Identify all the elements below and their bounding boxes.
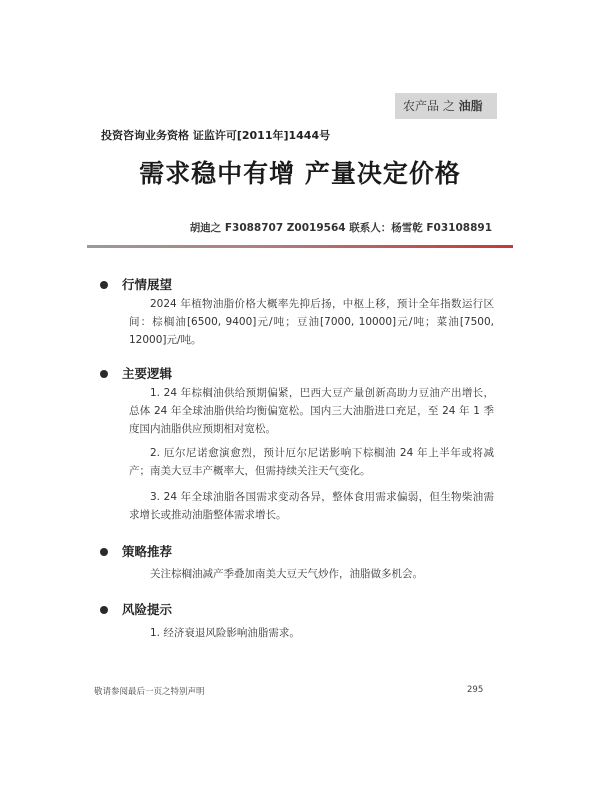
authors-line: 胡迪之 F3088707 Z0019564 联系人：杨雪乾 F03108891 (189, 222, 492, 234)
logic-paragraph-2: 2. 厄尔尼诺愈演愈烈，预计厄尔尼诺影响下棕榈油 24 年上半年或将减产；南美大豆丰产概率大，但需持续关注天气变化。 (129, 447, 494, 477)
risk-paragraph: 1. 经济衰退风险影响油脂需求。 (150, 627, 300, 639)
footer-disclaimer: 敬请参阅最后一页之特别声明 (94, 687, 205, 697)
section-heading-outlook: 行情展望 (100, 275, 172, 293)
logic-paragraph-3: 3. 24 年全球油脂各国需求变动各异，整体食用需求偏弱，但生物柴油需求增长或推动油脂整体需求增长。 (129, 491, 494, 521)
section-sector: 油脂 (458, 99, 483, 113)
bullet-icon (100, 370, 108, 378)
section-heading-strategy: 策略推荐 (100, 542, 172, 560)
section-heading-logic: 主要逻辑 (100, 364, 172, 382)
section-heading-risk: 风险提示 (100, 600, 172, 618)
logic-paragraph-1: 1. 24 年棕榈油供给预期偏紧，巴西大豆产量创新高助力豆油产出增长，总体 24 年全球油脂供给均衡偏宽松。国内三大油脂进口充足，至 24 年 1 季度国内油脂供应预期相对宽松。 (129, 387, 494, 435)
report-title: 需求稳中有增 产量决定价格 (139, 159, 461, 188)
section-tag (395, 93, 497, 119)
strategy-paragraph: 关注棕榈油减产季叠加南美大豆天气炒作，油脂做多机会。 (150, 568, 423, 580)
title-divider (87, 245, 513, 248)
license-line: 投资咨询业务资格 证监许可[2011年]1444号 (101, 129, 331, 142)
page-number: 295 (467, 685, 484, 695)
section-category: 农产品 之 (403, 99, 459, 113)
bullet-icon (100, 281, 108, 289)
bullet-icon (100, 548, 108, 556)
bullet-icon (100, 606, 108, 614)
outlook-paragraph: 2024 年植物油脂价格大概率先抑后扬，中枢上移，预计全年指数运行区间：棕榈油[6500, 9400]元/吨；豆油[7000, 10000]元/吨；菜油[7500, 12000]元/吨。 (129, 298, 494, 346)
